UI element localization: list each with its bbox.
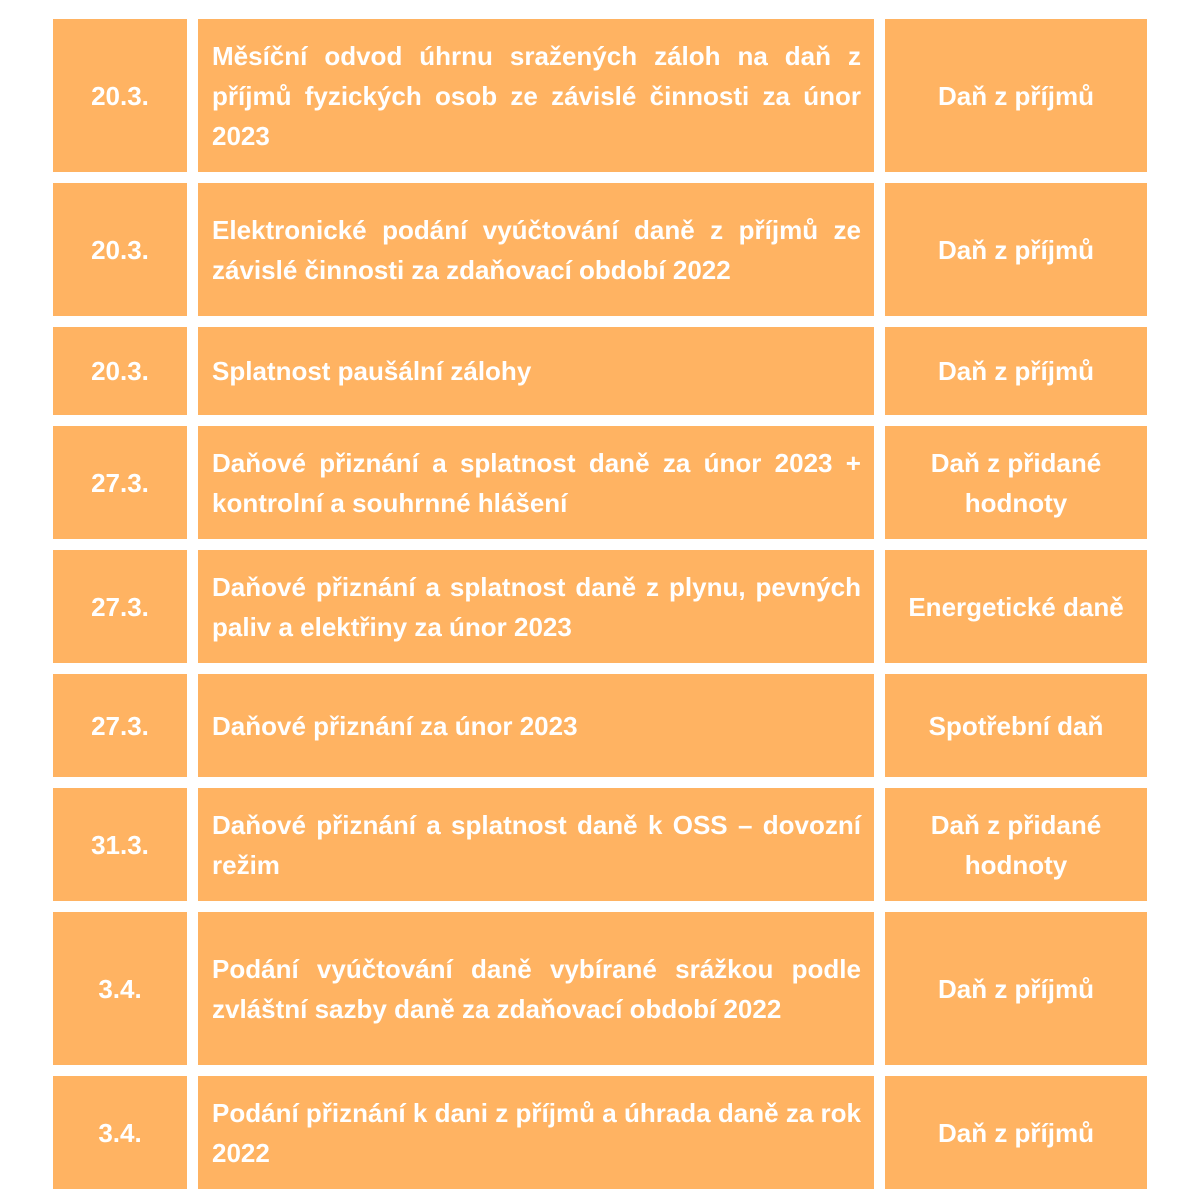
- date-cell: 31.3.: [53, 788, 187, 901]
- description-cell: [198, 674, 874, 777]
- table-row: [53, 912, 1147, 1065]
- description-text: Podání vyúčtování daně vybírané srážkou podle zvláštní sazby daně za zdaňovací období 2022: [212, 953, 861, 1024]
- date-cell: 27.3.: [53, 550, 187, 663]
- description-cell: [198, 183, 874, 316]
- category-cell: Spotřební daň: [885, 674, 1147, 777]
- table-row: [53, 183, 1147, 316]
- description-cell: [198, 1076, 874, 1189]
- date-cell: 27.3.: [53, 426, 187, 539]
- category-cell: Daň z příjmů: [885, 183, 1147, 316]
- table-row: [53, 550, 1147, 663]
- category-cell: Daň z přidané hodnoty: [885, 788, 1147, 901]
- description-text: Daňové přiznání a splatnost daně k OSS – dovozní režim: [212, 809, 861, 880]
- table-row: [53, 19, 1147, 172]
- description-text: Daňové přiznání a splatnost daně z plynu, pevných paliv a elektřiny za únor 2023: [212, 571, 861, 642]
- category-cell: Daň z příjmů: [885, 912, 1147, 1065]
- date-cell: 27.3.: [53, 674, 187, 777]
- description-text: Elektronické podání vyúčtování daně z příjmů ze závislé činnosti za zdaňovací období 2022: [212, 214, 861, 285]
- description-cell: [198, 550, 874, 663]
- date-cell: 3.4.: [53, 912, 187, 1065]
- description-text: Měsíční odvod úhrnu sražených záloh na daň z příjmů fyzických osob ze závislé činnosti za únor 2023: [212, 40, 861, 151]
- table-row: [53, 327, 1147, 415]
- description-text: Splatnost paušální zálohy: [212, 356, 532, 386]
- description-cell: [198, 426, 874, 539]
- table-row: [53, 426, 1147, 539]
- date-cell: 20.3.: [53, 19, 187, 172]
- description-cell: [198, 327, 874, 415]
- table-row: [53, 674, 1147, 777]
- description-cell: [198, 19, 874, 172]
- date-cell: 3.4.: [53, 1076, 187, 1189]
- category-cell: Energetické daně: [885, 550, 1147, 663]
- tax-calendar-table: [53, 19, 1147, 1189]
- description-text: Podání přiznání k dani z příjmů a úhrada daně za rok 2022: [212, 1097, 861, 1168]
- date-cell: 20.3.: [53, 183, 187, 316]
- table-row: [53, 788, 1147, 901]
- category-cell: Daň z příjmů: [885, 327, 1147, 415]
- date-cell: 20.3.: [53, 327, 187, 415]
- category-cell: Daň z příjmů: [885, 1076, 1147, 1189]
- category-cell: Daň z příjmů: [885, 19, 1147, 172]
- description-cell: [198, 912, 874, 1065]
- table-row: [53, 1076, 1147, 1189]
- description-cell: [198, 788, 874, 901]
- description-text: Daňové přiznání za únor 2023: [212, 710, 578, 741]
- category-cell: Daň z přidané hodnoty: [885, 426, 1147, 539]
- description-text: Daňové přiznání a splatnost daně za únor 2023 + kontrolní a souhrnné hlášení: [212, 447, 861, 518]
